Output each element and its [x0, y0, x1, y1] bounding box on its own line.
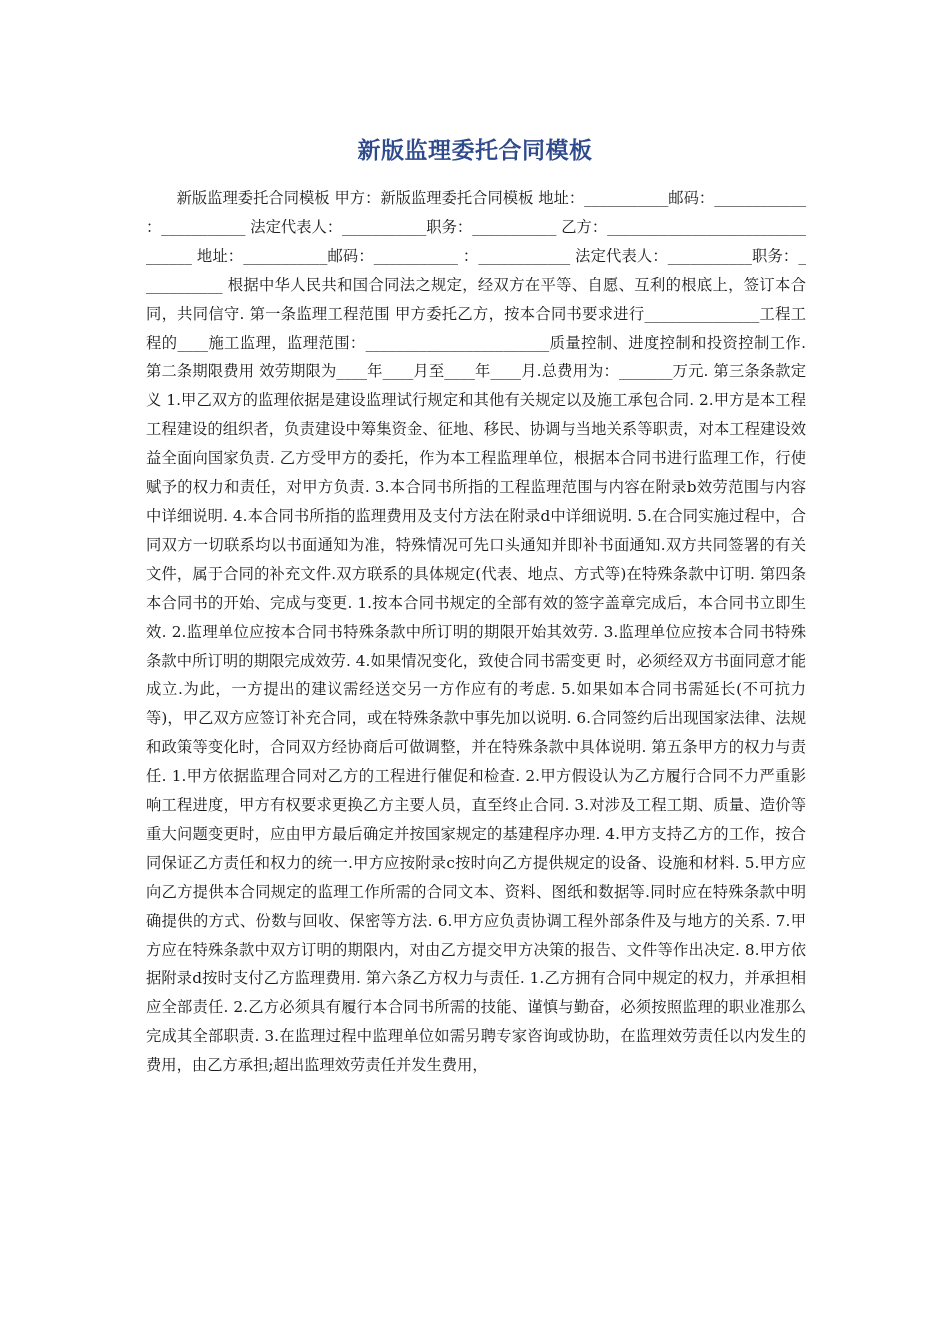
document-body: 新版监理委托合同模板 甲方：新版监理委托合同模板 地址：___________邮码：____________ ：___________ 法定代表人：___________职务：___________ 乙方：________________________________ 地址：___________邮码：___________ ：____________ 法定代表人：___________职务：___________ 根据中华人民共和国合同法之规定，经双方在平等、自愿、互利的根底上，签订本合同，共同信守. 第一条监理工程范围 甲方委托乙方，按本合同书要求进行_______________工程工程的____施工监理，监理范围：________________________质量控制、进度控制和投资控制工作. 第二条期限费用 效劳期限为____年____月至____年____月.总费用为：_______万元. 第三条条款定义 1.甲乙双方的监理依据是建设监理试行规定和其他有关规定以及施工承包合同. 2.甲方是本工程工程建设的组织者，负责建设中筹集资金、征地、移民、协调与当地关系等职责，对本工程建设效益全面向国家负责. 乙方受甲方的委托，作为本工程监理单位，根据本合同书进行监理工作，行使赋予的权力和责任，对甲方负责. 3.本合同书所指的工程监理范围与内容在附录b效劳范围与内容中详细说明. 4.本合同书所指的监理费用及支付方法在附录d中详细说明. 5.在合同实施过程中，合同双方一切联系均以书面通知为准，特殊情况可先口头通知并即补书面通知.双方共同签署的有关文件，属于合同的补充文件.双方联系的具体规定(代表、地点、方式等)在特殊条款中订明. 第四条本合同书的开始、完成与变更. 1.按本合同书规定的全部有效的签字盖章完成后，本合同书立即生效. 2.监理单位应按本合同书特殊条款中所订明的期限开始其效劳. 3.监理单位应按本合同书特殊条款中所订明的期限完成效劳. 4.如果情况变化，致使合同书需变更 时，必须经双方书面同意才能成立.为此，一方提出的建议需经送交另一方作应有的考虑. 5.如果如本合同书需延长(不可抗力等)，甲乙双方应签订补充合同，或在特殊条款中事先加以说明. 6.合同签约后出现国家法律、法规和政策等变化时，合同双方经协商后可做调整，并在特殊条款中具体说明. 第五条甲方的权力与责任. 1.甲方依据监理合同对乙方的工程进行催促和检查. 2.甲方假设认为乙方履行合同不力严重影响工程进度，甲方有权要求更换乙方主要人员，直至终止合同. 3.对涉及工程工期、质量、造价等重大问题变更时，应由甲方最后确定并按国家规定的基建程序办理. 4.甲方支持乙方的工作，按合同保证乙方责任和权力的统一.甲方应按附录c按时向乙方提供规定的设备、设施和材料. 5.甲方应向乙方提供本合同规定的监理工作所需的合同文本、资料、图纸和数据等.同时应在特殊条款中明确提供的方式、份数与回收、保密等方法. 6.甲方应负责协调工程外部条件及与地方的关系. 7.甲方应在特殊条款中双方订明的期限内，对由乙方提交甲方决策的报告、文件等作出决定. 8.甲方依据附录d按时支付乙方监理费用. 第六条乙方权力与责任. 1.乙方拥有合同中规定的权力，并承担相应全部责任. 2.乙方必须具有履行本合同书所需的技能、谨慎与勤奋，必须按照监理的职业准那么完成其全部职责. 3.在监理过程中监理单位如需另聘专家咨询或协助，在监理效劳责任以内发生的费用，由乙方承担;超出监理效劳责任并发生费用， — [146, 189, 806, 1075]
document-title: 新版监理委托合同模板 — [357, 138, 593, 164]
